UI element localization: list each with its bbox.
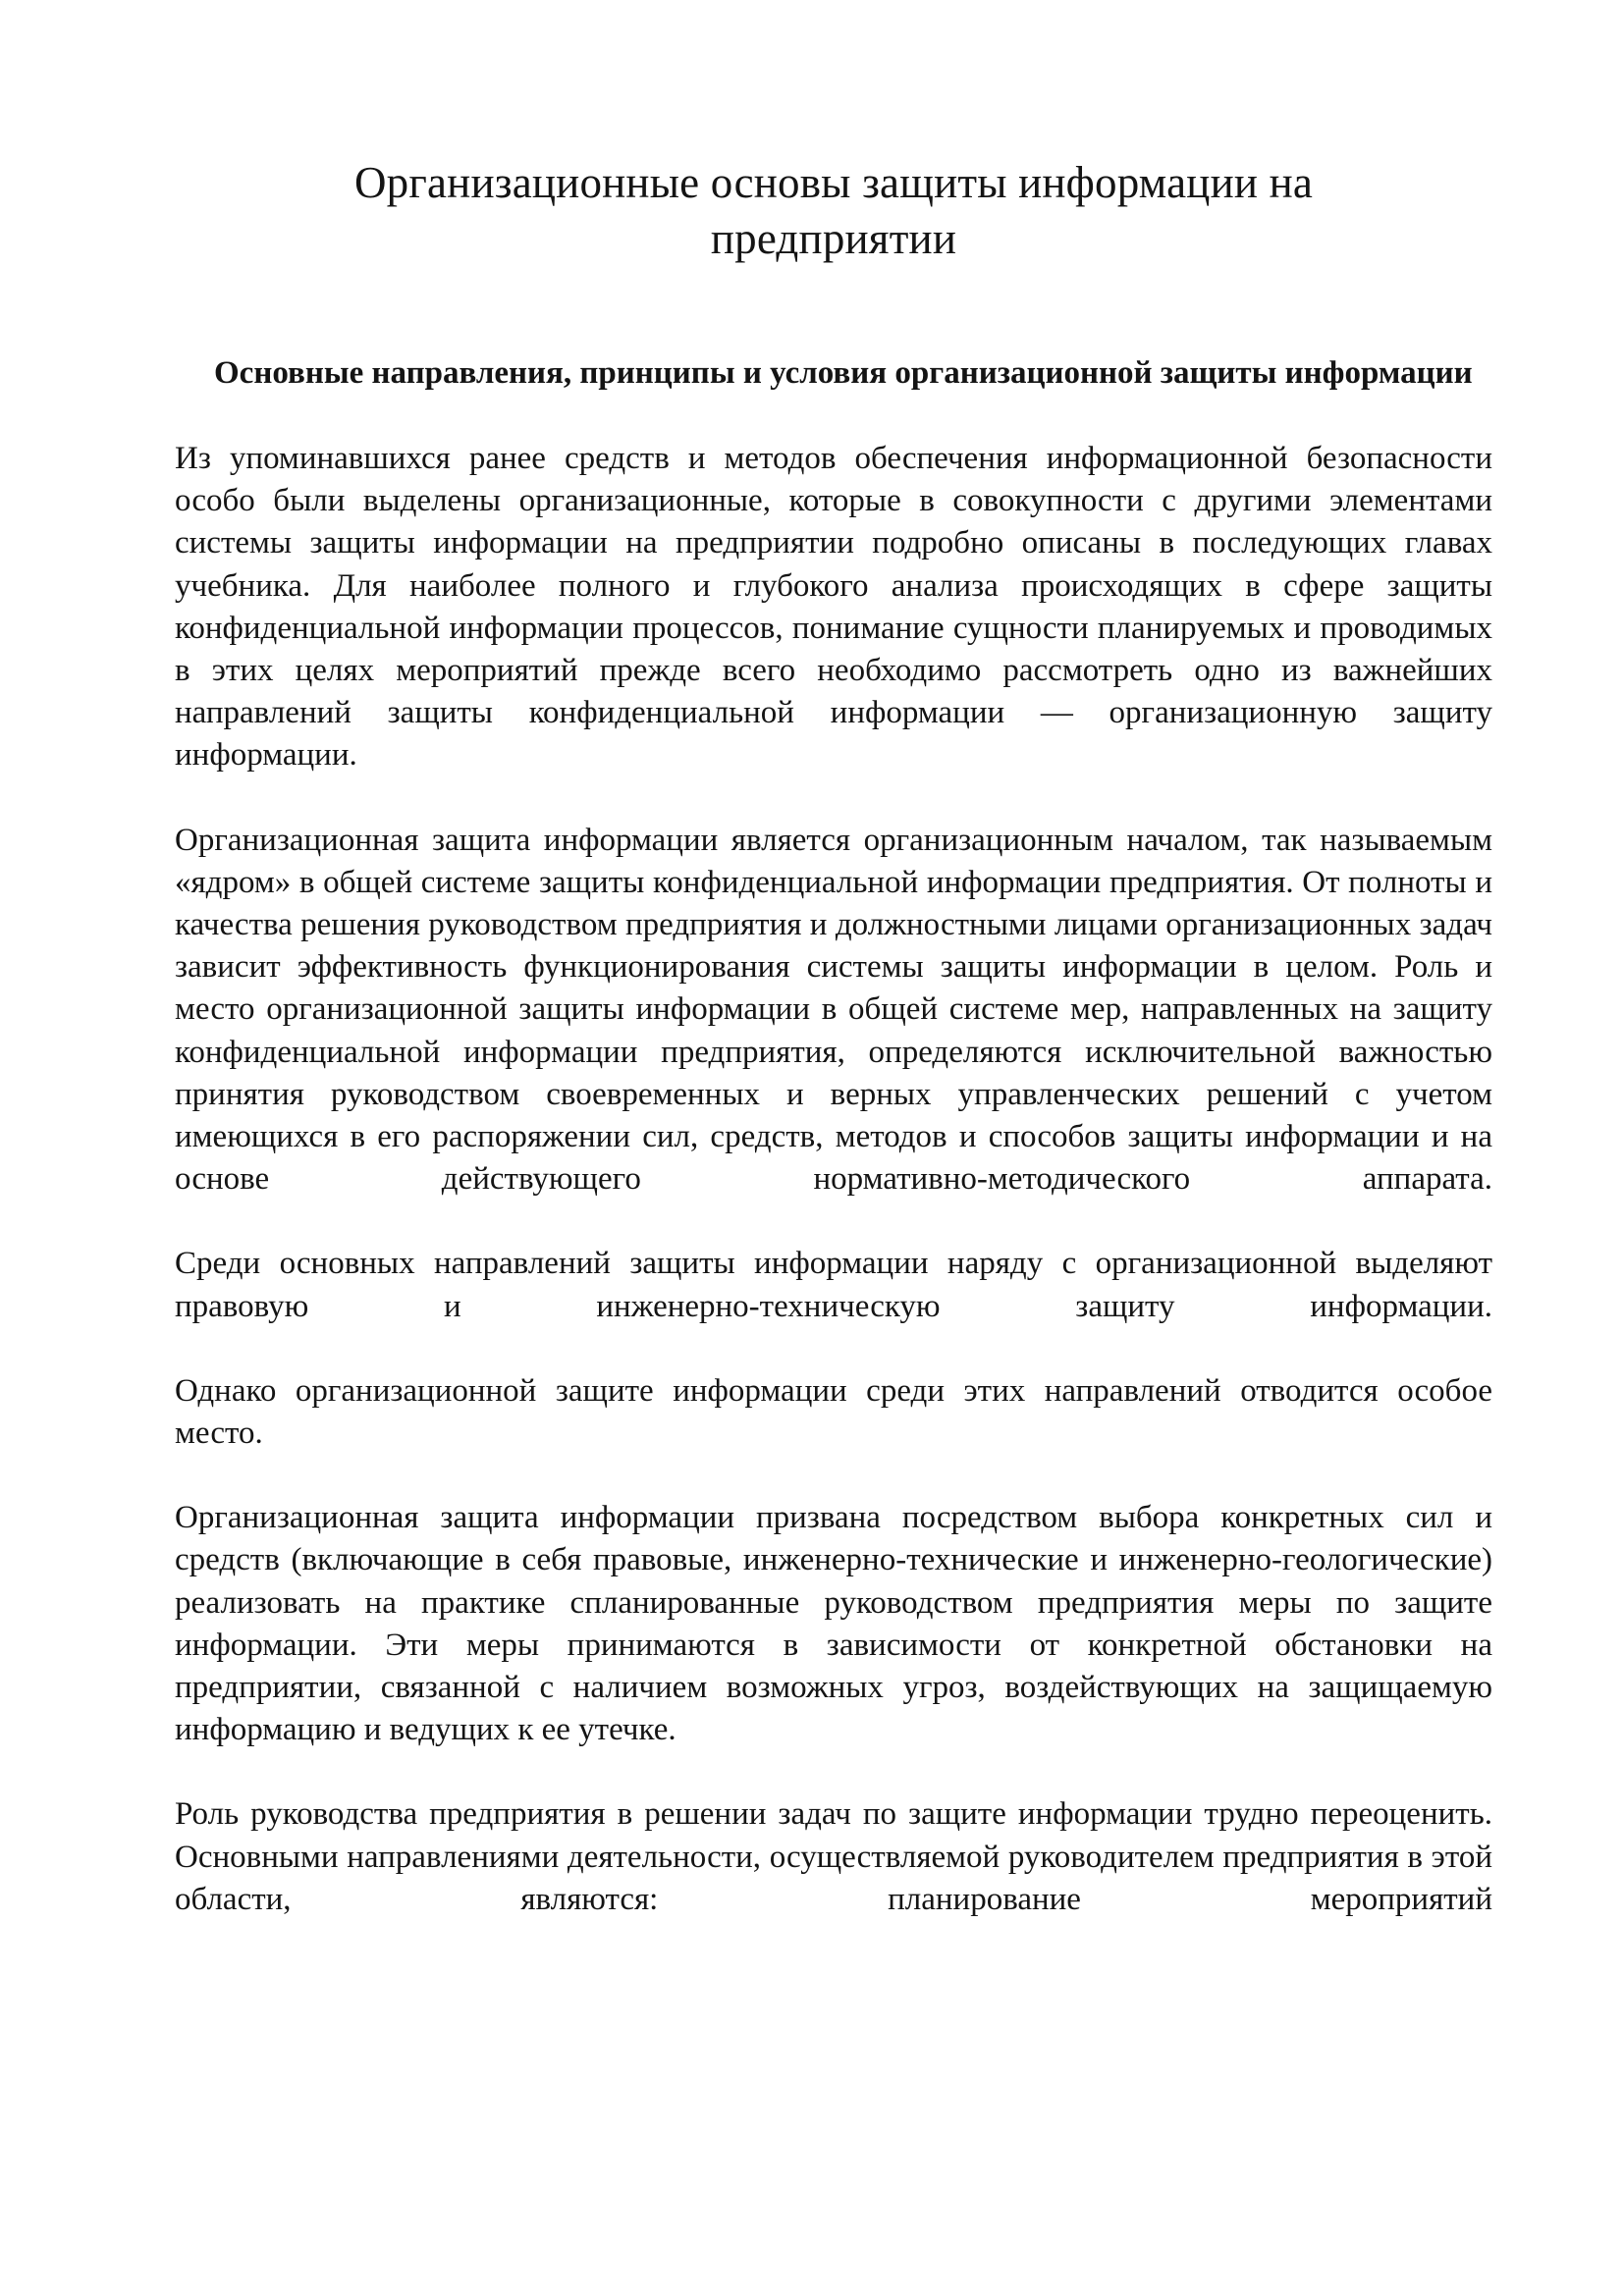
paragraph-5: Организационная защита информации призвана посредством выбора конкретных сил и средств (включающие в себя правовые, инженерно-технические и инженерно-геологические) реализовать на практике спланированные руководством предприятия меры по защите информации. Эти меры принимаются в зависимости от конкретной обстановки на предприятии, связанной с наличием возможных угроз, воздействующих на защищаемую информацию и ведущих к ее утечке. bbox=[175, 1500, 1492, 1748]
paragraph-3: Среди основных направлений защиты информации наряду с организационной выделяют правовую и инженерно-техническую защиту информации. bbox=[175, 1246, 1492, 1324]
paragraph-2: Организационная защита информации является организационным началом, так называемым «ядром» в общей системе защиты конфиденциальной информации предприятия. От полноты и качества решения руководством предприятия и должностными лицами организационных задач зависит эффективность функционирования системы защиты информации в целом. Роль и место организационной защиты информации в общей системе мер, направленных на защиту конфиденциальной информации предприятия, определяются исключительной важностью принятия руководством своевременных и верных управленческих решений с учетом имеющихся в его распоряжении сил, средств, методов и способов защиты информации и на основе действующего нормативно-методического аппарата. bbox=[175, 822, 1492, 1198]
document-title bbox=[175, 155, 1492, 267]
document-title-line-1: Организационные основы защиты информации на bbox=[353, 158, 1314, 207]
document-title-line-2: предприятии bbox=[710, 214, 957, 263]
document-page bbox=[175, 155, 1492, 1921]
paragraph-6: Роль руководства предприятия в решении задач по защите информации трудно переоценить. Основными направлениями деятельности, осуществляемой руководителем предприятия в этой области, являются: планирование мероприятий bbox=[175, 1796, 1492, 1917]
paragraph-1: Из упоминавшихся ранее средств и методов обеспечения информационной безопасности особо были выделены организационные, которые в совокупности с другими элементами системы защиты информации на предприятии подробно описаны в последующих главах учебника. Для наиболее полного и глубокого анализа происходящих в сфере защиты конфиденциальной информации процессов, понимание сущности планируемых и проводимых в этих целях мероприятий прежде всего необходимо рассмотреть одно из важнейших направлений защиты конфиденциальной информации — организационную защиту информации. bbox=[175, 441, 1492, 774]
section-heading: Основные направления, принципы и условия организационной защиты информации bbox=[214, 355, 1473, 391]
paragraph-4: Однако организационной защите информации среди этих направлений отводится особое место. bbox=[175, 1372, 1492, 1452]
